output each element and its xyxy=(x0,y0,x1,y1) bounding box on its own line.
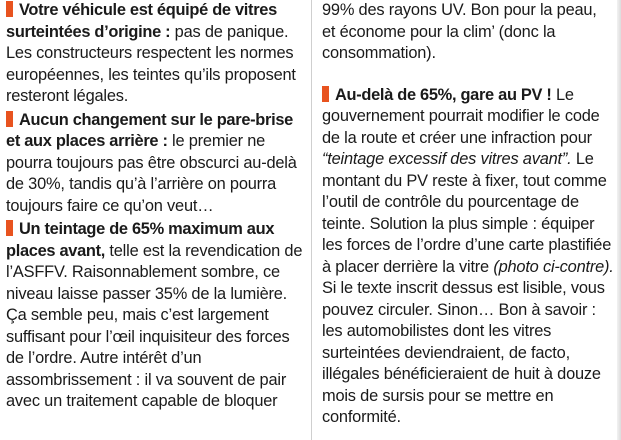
paragraph-continuation: 99% des rayons UV. Bon pour la peau, et économe pour la clim’ (donc la consommation). xyxy=(322,1,597,62)
paragraph-windshield-rear xyxy=(6,110,303,218)
bullet-marker xyxy=(6,1,13,17)
paragraph-lead: Aucun changement sur le pare-brise et aux places arrière : xyxy=(6,110,293,150)
left-column xyxy=(6,0,303,440)
paragraph-body: telle est la revendication de l’ASFFV. Raisonnablement sombre, ce niveau laisse passer 35% de la lumière. Ça semble peu, mais c’est largement suffisant pour l’œil inquisiteur des forces de l’ordre. Autre intérêt d’un assombrissement : il va souvent de pair avec un traitement capable de bloquer xyxy=(6,241,303,410)
quoted-offence: “teintage excessif des vitres avant”. xyxy=(322,150,572,168)
paragraph-lead: Votre véhicule est équipé de vitres surteintées d’origine : xyxy=(6,1,277,41)
paragraph-factory-tint xyxy=(6,0,303,108)
paragraph-65-percent xyxy=(6,219,303,413)
paragraph-lead: Un teintage de 65% maximum aux places avant, xyxy=(6,220,275,260)
paragraph-lead: Au-delà de 65%, gare au PV ! xyxy=(335,85,552,104)
paragraph-body: Le montant du PV reste à fixer, tout comme l’outil de contrôle du pourcentage de teinte. Solution la plus simple : équiper les forces de l’ordre d’une carte plastifiée à placer derrière la vitre xyxy=(322,150,612,276)
bullet-marker xyxy=(6,111,13,127)
right-column xyxy=(322,0,614,440)
paragraph-body: pas de panique. Les constructeurs respectent les normes européennes, les teintes qu’ils proposent resteront légales. xyxy=(6,22,296,105)
bullet-marker xyxy=(6,220,13,236)
paragraph-gap xyxy=(322,65,614,85)
bullet-marker xyxy=(322,86,329,102)
paragraph-body: Le gouvernement pourrait modifier le code de la route et créer une infraction pour xyxy=(322,85,600,147)
paragraph-body: le premier ne pourra toujours pas être obscurci au-delà de 30%, tandis qu’à l’arrière on pourra toujours faire ce qu’on veut… xyxy=(6,132,297,215)
paragraph-fine-warning xyxy=(322,85,614,429)
paragraph-body: Si le texte inscrit dessus est lisible, vous pouvez circuler. Sinon… Bon à savoir : les automobilistes dont les vitres surteintées deviendraient, de facto, illégales bénéficieraient de huit à douze mois de sursis pour se mettre en conformité. xyxy=(322,279,605,426)
photo-reference: (photo ci-contre). xyxy=(493,257,614,276)
column-divider xyxy=(311,0,312,440)
page-edge xyxy=(617,0,621,440)
